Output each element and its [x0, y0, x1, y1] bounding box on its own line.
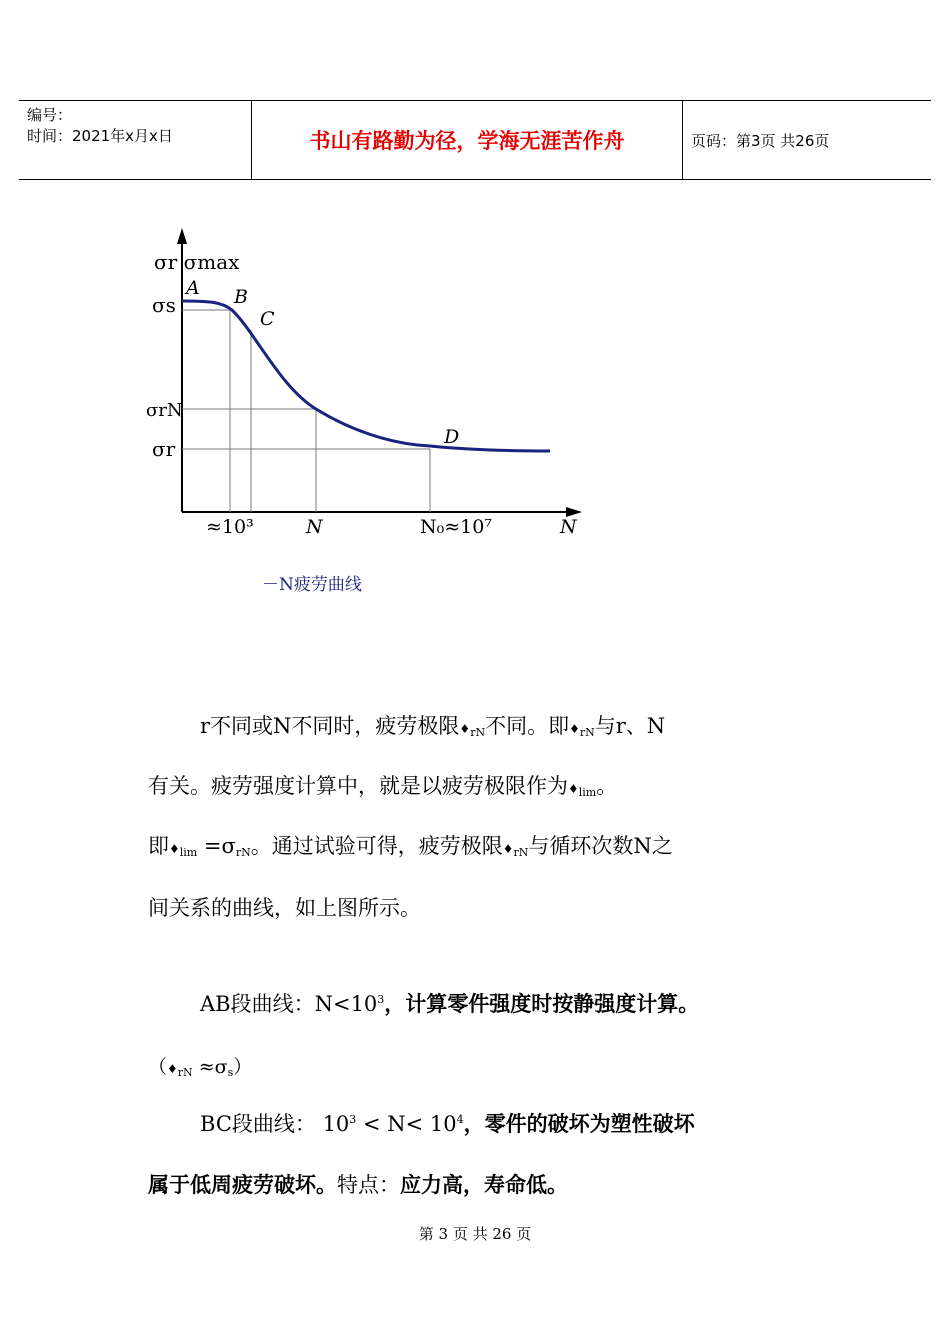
subscript: lim — [179, 846, 198, 859]
text-line: 间关系的曲线，如上图所示。 — [148, 896, 421, 920]
text-span: 与r、N — [594, 714, 666, 738]
point-label-a: A — [186, 277, 200, 299]
header-page-info: 页码：第3页 共26页 — [691, 132, 830, 150]
point-label-c: C — [260, 308, 275, 330]
subscript: rN — [579, 726, 595, 739]
subscript: lim — [578, 786, 597, 799]
time-label: 时间：2021年x月x日 — [27, 127, 173, 145]
y-label-sigma-rn: σrN — [146, 400, 183, 421]
text-span: 。通过试验可得，疲劳极限 — [250, 834, 503, 858]
text-span: AB段曲线：N<10 — [200, 992, 378, 1016]
x-label-n: N — [306, 516, 323, 538]
text-span: r不同或N不同时，疲劳极限 — [200, 714, 460, 738]
subscript: rN — [235, 846, 251, 859]
y-axis-arrow — [177, 228, 187, 244]
y-label-sigma-r-max: σr σmax — [154, 250, 240, 274]
text-line — [148, 1169, 568, 1199]
text-line — [148, 770, 617, 800]
text-span: ≈σ — [192, 1056, 228, 1078]
text-line — [148, 830, 673, 860]
superscript: 3 — [377, 993, 385, 1006]
document-header — [19, 100, 931, 180]
header-left — [27, 105, 173, 147]
header-divider — [682, 101, 683, 179]
x-axis-label-n: N — [560, 516, 577, 538]
point-label-b: B — [234, 286, 248, 308]
subscript: rN — [470, 726, 486, 739]
text-span: ，零件的破坏为塑性破坏 — [463, 1112, 695, 1136]
superscript: 4 — [456, 1113, 464, 1126]
y-label-sigma-r: σr — [152, 437, 176, 461]
page-footer: 第 3 页 共 26 页 — [418, 1225, 532, 1243]
text-line — [200, 1108, 695, 1138]
number-label: 编号： — [27, 106, 73, 124]
superscript: 3 — [349, 1113, 357, 1126]
text-span: =σ — [197, 834, 236, 858]
text-span: 不同。即 — [485, 714, 570, 738]
text-span: 特点： — [337, 1173, 400, 1197]
text-line — [148, 1052, 252, 1079]
header-motto: 书山有路勤为径，学海无涯苦作舟 — [309, 129, 625, 153]
fatigue-curve — [182, 301, 550, 451]
diamond-glyph: ♦ — [167, 1062, 178, 1076]
fatigue-curve-svg — [140, 222, 600, 552]
text-span: ） — [233, 1056, 253, 1078]
text-span: 。 — [596, 774, 618, 798]
point-label-d: D — [444, 426, 460, 448]
diamond-glyph: ♦ — [568, 782, 579, 796]
text-span: 即 — [148, 834, 169, 858]
diamond-glyph: ♦ — [459, 722, 471, 736]
text-span: BC段曲线： 10 — [200, 1112, 350, 1136]
y-label-sigma-s: σs — [152, 293, 176, 317]
figure-caption: －N疲劳曲线 — [262, 575, 362, 595]
subscript: rN — [513, 846, 529, 859]
text-span: < N< 10 — [356, 1112, 457, 1136]
text-line — [200, 988, 699, 1018]
text-span: 应力高，寿命低。 — [400, 1173, 568, 1197]
x-label-10e3: ≈10³ — [206, 516, 254, 538]
diamond-glyph: ♦ — [169, 842, 180, 856]
fatigue-curve-figure — [140, 222, 600, 552]
x-label-n0: N₀≈10⁷ — [420, 516, 492, 538]
diamond-glyph: ♦ — [569, 722, 580, 736]
text-span: 有关。疲劳强度计算中，就是以疲劳极限作为 — [148, 774, 568, 798]
text-span: ，计算零件强度时按静强度计算。 — [384, 992, 700, 1016]
text-line — [200, 710, 665, 740]
text-span: 属于低周疲劳破坏。 — [148, 1173, 337, 1197]
diamond-glyph: ♦ — [502, 842, 514, 856]
text-span: （ — [148, 1056, 168, 1078]
subscript: rN — [177, 1066, 193, 1079]
subscript: s — [227, 1066, 234, 1079]
text-span: 与循环次数N之 — [528, 834, 673, 858]
